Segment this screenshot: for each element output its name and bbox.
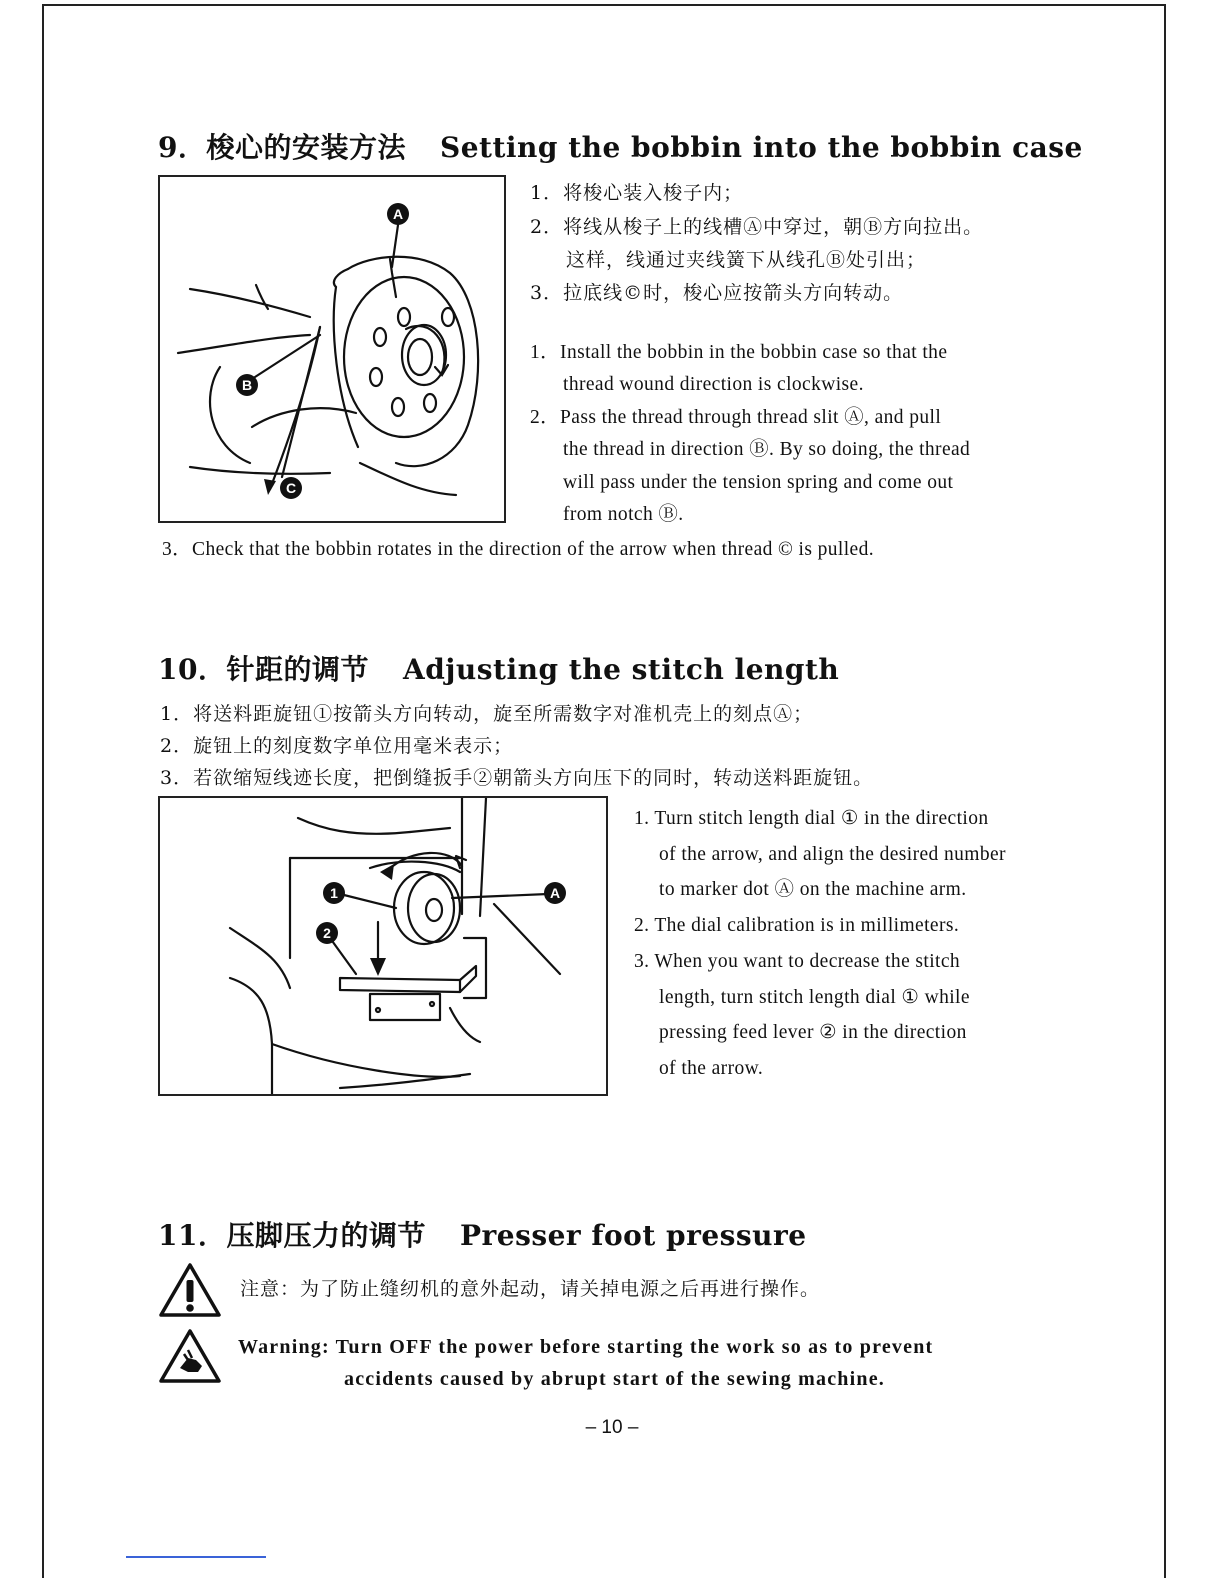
s9-zh-step-1: 1．将梭心装入梭子内； bbox=[530, 182, 744, 204]
warning-text-en-line-2: accidents caused by abrupt start of the sewing machine. bbox=[344, 1368, 885, 1390]
s9-en-line-1: 1．Install the bobbin in the bobbin case so that the bbox=[530, 342, 948, 363]
callout-1: 1 bbox=[323, 882, 345, 904]
callout-a: A bbox=[544, 882, 566, 904]
callout-a: A bbox=[387, 203, 409, 225]
section-9-title-en: Setting the bobbin into the bobbin case bbox=[439, 131, 1083, 164]
bobbin-case-figure bbox=[158, 175, 506, 523]
hand-hazard-warning-icon bbox=[158, 1328, 222, 1384]
bobbin-case-illustration bbox=[160, 177, 504, 521]
s10-en-line-4: 2. The dial calibration is in millimeters. bbox=[634, 915, 960, 936]
s9-en-line-2: thread wound direction is clockwise. bbox=[563, 374, 864, 395]
s10-en-line-5: 3. When you want to decrease the stitch bbox=[634, 951, 961, 972]
s9-en-line-6: from notch Ⓑ. bbox=[563, 504, 684, 525]
s10-zh-step-3: 3．若欲缩短线迹长度，把倒缝扳手②朝箭头方向压下的同时，转动送料距旋钮。 bbox=[160, 767, 874, 789]
callout-2: 2 bbox=[316, 922, 338, 944]
s10-zh-step-2: 2．旋钮上的刻度数字单位用毫米表示； bbox=[160, 735, 514, 757]
stitch-dial-illustration bbox=[160, 798, 606, 1094]
warning-text-en-line-1: Warning: Turn OFF the power before starting the work so as to prevent bbox=[238, 1336, 934, 1358]
callout-c: C bbox=[280, 477, 302, 499]
section-10-title-en: Adjusting the stitch length bbox=[402, 653, 840, 686]
section-11-title-en: Presser foot pressure bbox=[459, 1219, 807, 1252]
s9-en-step-3: 3．Check that the bobbin rotates in the direction of the arrow when thread © is pulled. bbox=[162, 539, 875, 560]
section-9-title-zh: 9．梭心的安装方法 bbox=[158, 131, 406, 164]
s9-en-line-4: the thread in direction Ⓑ. By so doing, the thread bbox=[563, 439, 971, 460]
s9-en-line-5: will pass under the tension spring and come out bbox=[563, 472, 954, 493]
s10-en-line-3: to marker dot Ⓐ on the machine arm. bbox=[659, 879, 967, 900]
s10-en-line-1: 1. Turn stitch length dial ① in the direction bbox=[634, 808, 989, 829]
s10-zh-step-1: 1．将送料距旋钮①按箭头方向转动，旋至所需数字对准机壳上的刻点Ⓐ； bbox=[160, 703, 814, 725]
s10-en-line-6: length, turn stitch length dial ① while bbox=[659, 987, 970, 1008]
section-11-title-zh: 11．压脚压力的调节 bbox=[158, 1219, 426, 1252]
bottom-link-underline bbox=[126, 1556, 266, 1558]
s9-zh-step-2: 2．将线从梭子上的线槽Ⓐ中穿过，朝Ⓑ方向拉出。 bbox=[530, 216, 984, 238]
section-10-title-zh: 10．针距的调节 bbox=[158, 653, 369, 686]
section-11-heading bbox=[158, 1214, 807, 1254]
s9-zh-step-2-cont: 这样，线通过夹线簧下从线孔Ⓑ处引出； bbox=[566, 249, 927, 271]
s9-en-line-3: 2．Pass the thread through thread slit Ⓐ, and pull bbox=[530, 407, 942, 428]
stitch-dial-figure bbox=[158, 796, 608, 1096]
s10-en-line-8: of the arrow. bbox=[659, 1058, 764, 1079]
s9-zh-step-3: 3．拉底线©时，梭心应按箭头方向转动。 bbox=[530, 282, 904, 304]
caution-text-zh: 注意：为了防止缝纫机的意外起动，请关掉电源之后再进行操作。 bbox=[240, 1278, 821, 1300]
callout-b: B bbox=[236, 374, 258, 396]
s10-en-line-7: pressing feed lever ② in the direction bbox=[659, 1022, 967, 1043]
s10-en-line-2: of the arrow, and align the desired number bbox=[659, 844, 1006, 865]
page-number: – 10 – bbox=[585, 1417, 639, 1438]
section-9-heading bbox=[158, 126, 1083, 166]
caution-triangle-icon bbox=[158, 1262, 222, 1318]
section-10-heading bbox=[158, 648, 839, 688]
